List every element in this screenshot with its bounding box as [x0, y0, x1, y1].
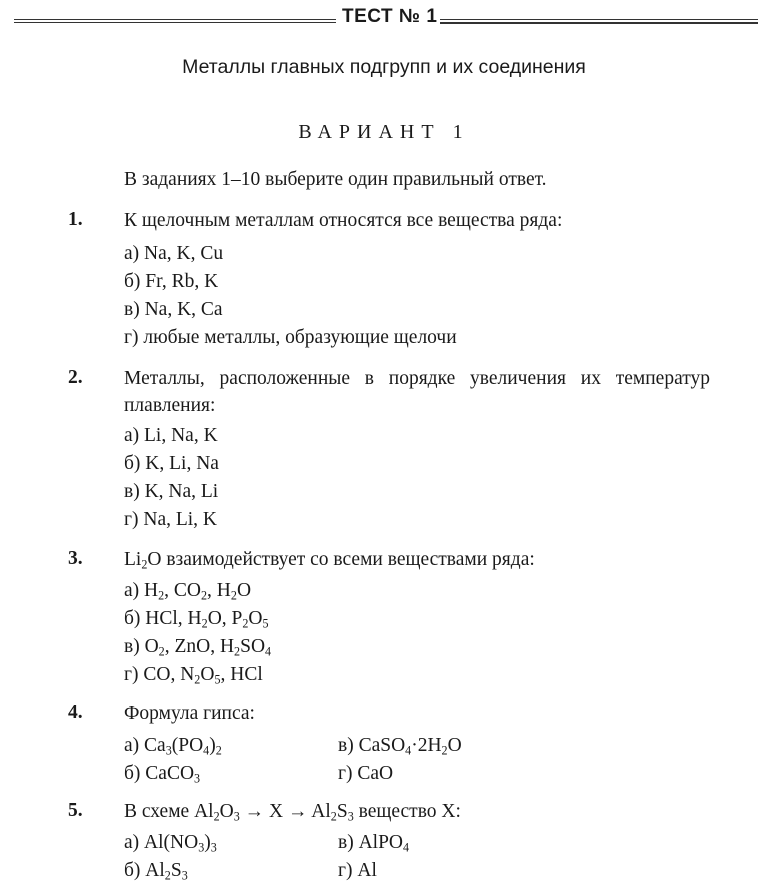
- question-5-option-a: а) $Al(NO_3)_3$: [124, 832, 217, 855]
- question-1-option-a: а) Na, K, Cu: [124, 243, 224, 264]
- question-4-option-b: б) CaCO$_3$: [124, 763, 201, 786]
- question-5-option-d: г) Al: [338, 860, 377, 881]
- question-4-number: 4.: [68, 702, 83, 723]
- page-subtitle: Металлы главных подгрупп и их соединения: [182, 56, 586, 78]
- question-2-option-c: в) K, Na, Li: [124, 481, 219, 502]
- question-4-option-d: г) CaO: [338, 763, 394, 784]
- question-5-number: 5.: [68, 800, 83, 821]
- question-2-option-d: г) Na, Li, K: [124, 509, 218, 530]
- question-1-option-d: г) любые металлы, образующие щелочи: [124, 327, 457, 348]
- question-5-option-b: б) $Al_2S_3$: [124, 860, 188, 883]
- question-3-number: 3.: [68, 548, 83, 569]
- question-2-option-a: а) Li, Na, K: [124, 425, 218, 446]
- question-5-text: В схеме $Al_2O_3 \to X \to Al_2S_3$ вещество X:: [124, 801, 461, 824]
- question-2-text: Металлы, расположенные в порядке увеличения их температур плавления:: [124, 368, 710, 416]
- question-4-option-a: а) $Ca_3(PO_4)_2$: [124, 735, 222, 758]
- question-1-option-c: в) Na, K, Ca: [124, 299, 223, 320]
- question-1-text: К щелочным металлам относятся все вещества ряда:: [124, 210, 563, 231]
- instruction-text: В заданиях 1–10 выберите один правильный ответ.: [124, 169, 547, 190]
- header-rule-left: [14, 19, 336, 25]
- question-3-option-c: в) $O_2$, ZnO, $H_2SO_4$: [124, 636, 272, 659]
- header-rule-right: [440, 19, 758, 25]
- question-4-option-c: в) $CaSO_4\cdot 2H_2O$: [338, 735, 462, 758]
- question-3-option-a: а) $H_2$, $CO_2$, $H_2O$: [124, 580, 252, 603]
- question-3-text: $Li_2O$ взаимодействует со всеми веществами ряда:: [124, 549, 535, 572]
- question-1-number: 1.: [68, 209, 83, 230]
- question-1-option-b: б) Fr, Rb, K: [124, 271, 219, 292]
- test-title: ТЕСТ № 1: [342, 6, 438, 27]
- question-2-option-b: б) K, Li, Na: [124, 453, 219, 474]
- question-2-number: 2.: [68, 367, 83, 388]
- question-3-option-b: б) HCl, $H_2O$, $P_2O_5$: [124, 608, 269, 631]
- question-4-text: Формула гипса:: [124, 703, 255, 724]
- question-3-option-d: г) CO, $N_2O_5$, HCl: [124, 664, 263, 687]
- question-5-option-c: в) AlPO$_4$: [338, 832, 410, 855]
- variant-heading: ВАРИАНТ 1: [298, 121, 470, 143]
